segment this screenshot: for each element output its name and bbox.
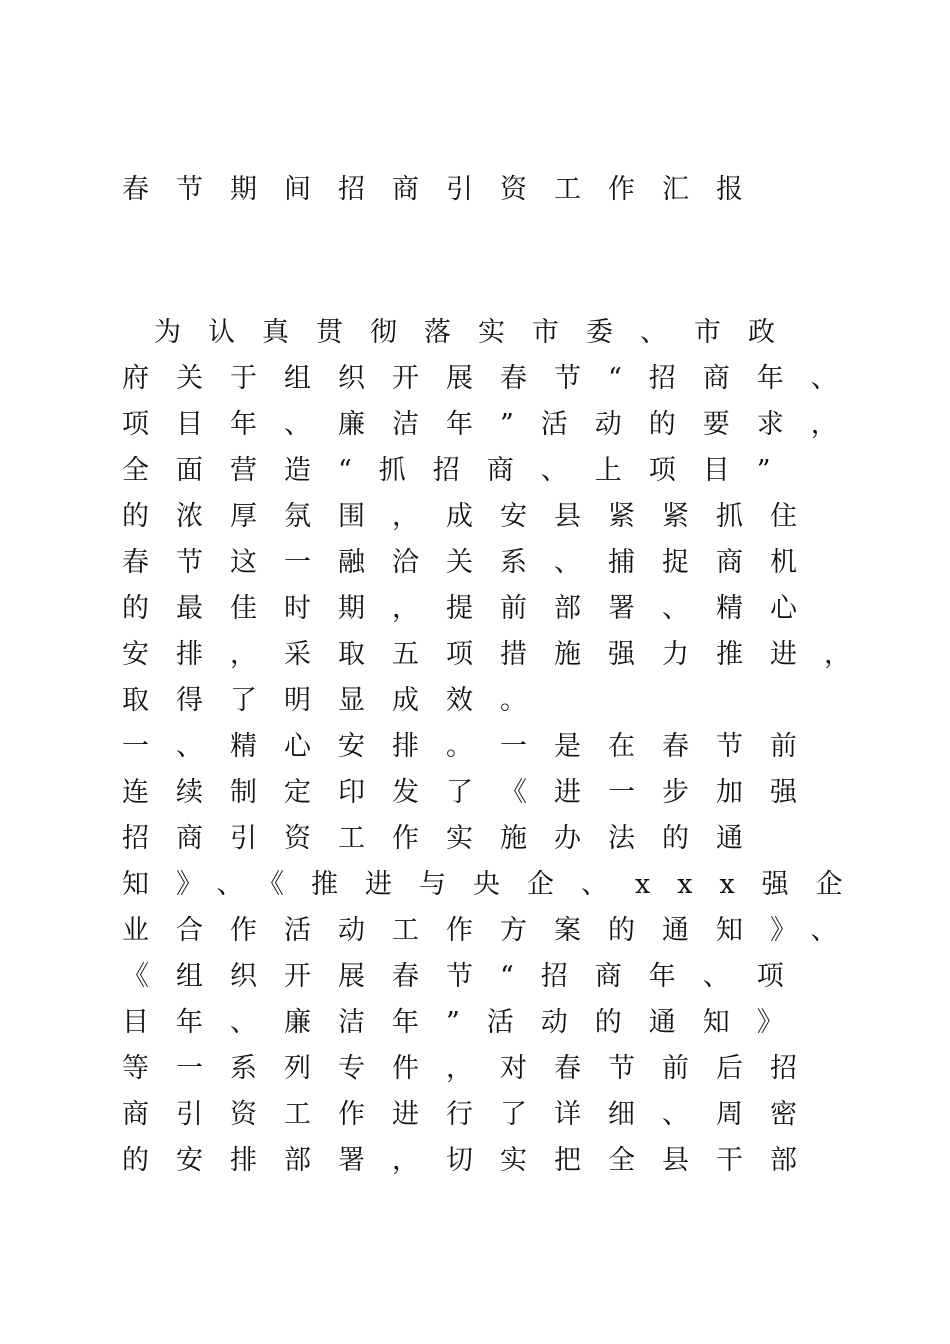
document-title: 春节期间招商引资工作汇报 <box>122 174 770 205</box>
body-line: 一、精心安排。一是在春节前 <box>122 731 824 762</box>
body-line: 连续制定印发了《进一步加强 <box>122 777 824 808</box>
body-line: 安排，采取五项措施强力推进， <box>122 639 878 670</box>
body-line: 等一系列专件，对春节前后招 <box>122 1053 824 1084</box>
body-line: 全面营造“抓招商、上项目” <box>122 455 798 486</box>
body-line: 业合作活动工作方案的通知》、 <box>122 915 865 946</box>
body-line: 项目年、廉洁年”活动的要求， <box>122 409 865 440</box>
body-line: 府关于组织开展春节“招商年、 <box>122 363 865 394</box>
body-line: 的浓厚氛围，成安县紧紧抓住 <box>122 501 824 532</box>
body-line: 《组织开展春节“招商年、项 <box>122 961 811 992</box>
body-line: 的安排部署，切实把全县干部 <box>122 1145 824 1176</box>
body-line: 取得了明显成效。 <box>122 685 554 716</box>
body-line: 知》、《推进与央企、xxx强企 <box>122 869 870 900</box>
body-line: 的最佳时期，提前部署、精心 <box>122 593 824 624</box>
body-line: 目年、廉洁年”活动的通知》 <box>122 1007 811 1038</box>
document-body <box>122 310 878 1184</box>
body-line: 春节这一融洽关系、捕捉商机 <box>122 547 824 578</box>
body-line: 商引资工作进行了详细、周密 <box>122 1099 824 1130</box>
body-line: 招商引资工作实施办法的通 <box>122 823 770 854</box>
body-line: 为认真贯彻落实市委、市政 <box>154 317 802 348</box>
